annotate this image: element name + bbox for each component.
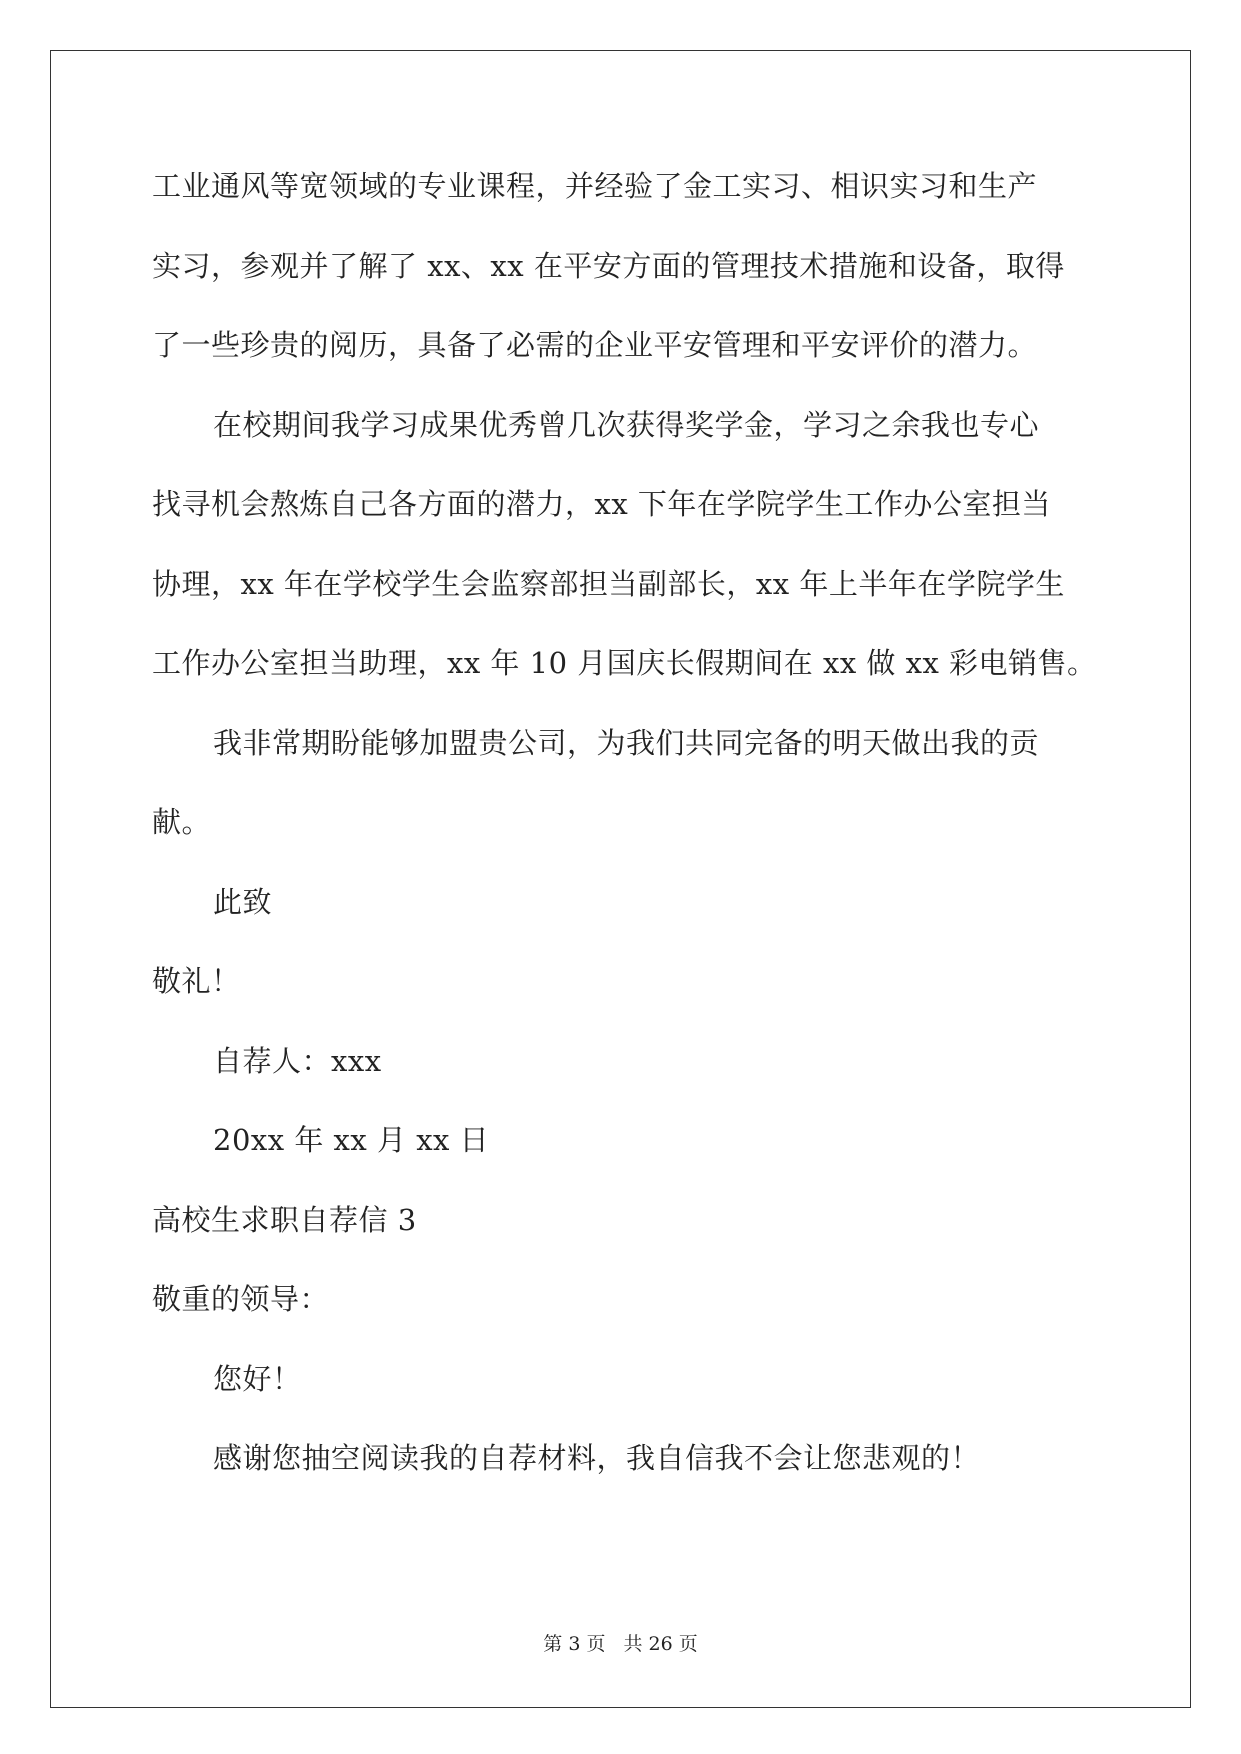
section-heading: 高校生求职自荐信 3 bbox=[152, 1203, 417, 1237]
page-total: 共 26 页 bbox=[623, 1633, 698, 1655]
body-line-3: 了一些珍贵的阅历，具备了必需的企业平安管理和平安评价的潜力。 bbox=[152, 328, 1038, 362]
closing-salutation: 此致 bbox=[213, 885, 273, 919]
body-line-6: 协理，xx 年在学校学生会监察部担当副部长，xx 年上半年在学院学生 bbox=[152, 567, 1065, 601]
body-line-1: 工业通风等宽领域的专业课程，并经验了金工实习、相识实习和生产 bbox=[152, 169, 1038, 203]
body-line-7: 工作办公室担当助理，xx 年 10 月国庆长假期间在 xx 做 xx 彩电销售。 bbox=[152, 646, 1097, 680]
greeting-recipient: 敬重的领导： bbox=[152, 1282, 330, 1316]
date-line: 20xx 年 xx 月 xx 日 bbox=[213, 1123, 490, 1157]
body-line-9: 献。 bbox=[152, 805, 212, 839]
body-line-8: 我非常期盼能够加盟贵公司，为我们共同完备的明天做出我的贡 bbox=[213, 726, 1040, 760]
signature-line: 自荐人：xxx bbox=[213, 1044, 382, 1078]
greeting-hello: 您好！ bbox=[213, 1362, 302, 1396]
body-line-2: 实习，参观并了解了 xx、xx 在平安方面的管理技术措施和设备，取得 bbox=[152, 249, 1065, 283]
body-line-thanks: 感谢您抽空阅读我的自荐材料，我自信我不会让您悲观的！ bbox=[213, 1441, 981, 1475]
page-footer bbox=[0, 1632, 1241, 1656]
body-line-4: 在校期间我学习成果优秀曾几次获得奖学金，学习之余我也专心 bbox=[213, 408, 1040, 442]
closing-regards: 敬礼！ bbox=[152, 964, 241, 998]
page-number: 第 3 页 bbox=[543, 1633, 606, 1655]
body-line-5: 找寻机会熬炼自己各方面的潜力，xx 下年在学院学生工作办公室担当 bbox=[152, 487, 1051, 521]
